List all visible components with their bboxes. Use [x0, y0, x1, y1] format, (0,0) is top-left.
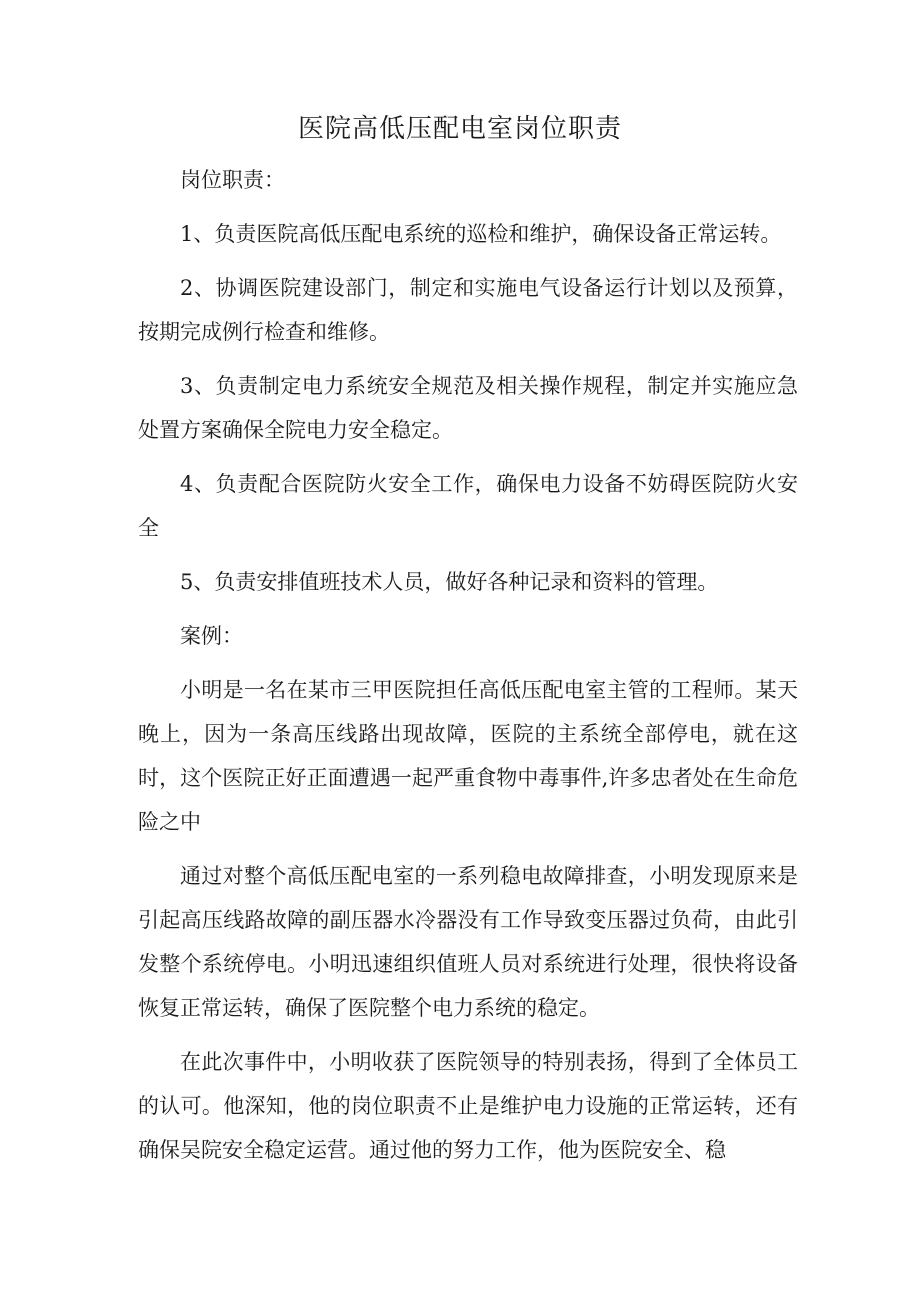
section-heading-duties: 岗位职责： — [180, 168, 285, 192]
duty-item-3: 3、负责制定电力系统安全规范及相关操作规程，制定并实施应急处置方案确保全院电力安全稳定。 — [138, 374, 798, 442]
case-paragraph-2: 通过对整个高低压配电室的一系列稳电故障排查，小明发现原来是引起高压线路故障的副压器水冷器没有工作导致变压器过负荷，由此引发整个系统停电。小明迅速组织值班人员对系统进行处理，很快将设备恢复正常运转，确保了医院整个电力系统的稳定。 — [138, 864, 798, 1020]
duty-item-1: 1、负责医院高低压配电系统的巡检和维护，确保设备正常运转。 — [180, 222, 782, 246]
duty-item-5: 5、负责安排值班技术人员，做好各种记录和资料的管理。 — [180, 570, 719, 594]
case-paragraph-3: 在此次事件中，小明收获了医院领导的特别表扬，得到了全体员工的认可。他深知，他的岗位职责不止是维护电力设施的正常运转，还有确保吴院安全稳定运营。通过他的努力工作，他为医院安全、稳 — [138, 1050, 798, 1162]
duty-item-4: 4、负责配合医院防火安全工作，确保电力设备不妨碍医院防火安全 — [138, 472, 798, 540]
document-body — [138, 158, 798, 1182]
duty-item-2: 2、协调医院建设部门，制定和实施电气设备运行计划以及预算，按期完成例行检查和维修。 — [138, 276, 798, 344]
section-heading-case: 案例： — [180, 624, 243, 648]
document-title: 医院高低压配电室岗位职责 — [297, 114, 622, 144]
case-paragraph-1: 小明是一名在某市三甲医院担任高低压配电室主管的工程师。某天晚上，因为一条高压线路出现故障，医院的主系统全部停电，就在这时，这个医院正好正面遭遇一起严重食物中毒事件,许多忠者处在生命危险之中 — [138, 678, 798, 834]
